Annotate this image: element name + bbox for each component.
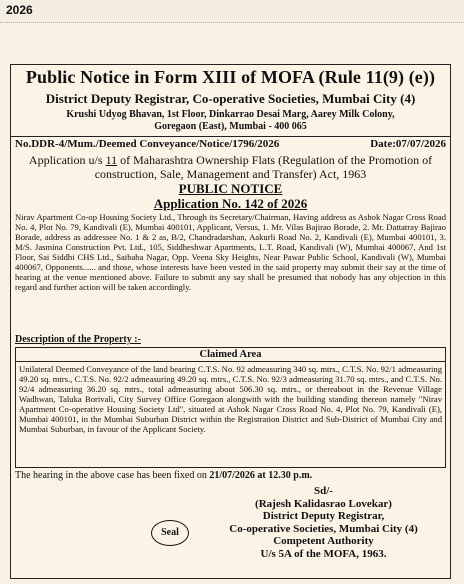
top-strip — [0, 0, 464, 23]
reference-number: No.DDR-4/Mum./Deemed Conveyance/Notice/1796/2026 — [15, 138, 280, 150]
application-statement — [23, 153, 438, 181]
office-address — [11, 109, 450, 133]
notice-date: Date:07/07/2026 — [370, 138, 446, 150]
description-heading: Description of the Property :- — [15, 334, 141, 345]
hearing-prefix: The hearing in the above case has been fixed on — [15, 470, 210, 481]
signatory-title-3: Competent Authority — [273, 535, 374, 547]
signature-sd: Sd/- — [314, 485, 333, 497]
public-notice-heading: PUBLIC NOTICE — [178, 181, 283, 196]
signatory-name: (Rajesh Kalidasrao Lovekar) — [255, 497, 392, 510]
application-suffix: of Maharashtra Ownership Flats (Regulation of the Promotion of construction, Sale, Management and Transfer) Act, 1963 — [94, 153, 433, 181]
address-line-2: Goregaon (East), Mumbai - 400 065 — [154, 121, 307, 132]
application-prefix: Application u/s — [28, 153, 106, 167]
signatory-title-2: Co-operative Societies, Mumbai City (4) — [229, 522, 418, 535]
office-name: District Deputy Registrar, Co-operative Societies, Mumbai City (4) — [45, 91, 416, 106]
application-section: 11 — [105, 153, 118, 167]
public-notice — [10, 64, 451, 579]
hearing-line — [15, 470, 446, 481]
signature-block — [201, 485, 446, 560]
address-line-1: Krushi Udyog Bhavan, 1st Floor, Dinkarrao Desai Marg, Aarey Milk Colony, — [66, 109, 395, 120]
page-year: 2026 — [6, 3, 33, 17]
notice-title: Public Notice in Form XIII of MOFA (Rule 11(9) (e)) — [25, 67, 436, 87]
application-number: Application No. 142 of 2026 — [153, 196, 308, 211]
claimed-area-heading: Claimed Area — [16, 348, 445, 362]
claimed-area-text: Unilateral Deemed Conveyance of the land bearing C.T.S. No. 92 admeasuring 340 sq. mtrs., C.T.S. No. 92/1 admeasuring 49.20 sq. mtrs., C.T.S. No. 92/2 admeasuring 49.20 sq. mtrs., C.T.S. No. 92/3 admeasuring 31.70 sq. mtrs., and C.T.S. No. 92/4 admeasuring 36.20 sq. mtrs., total admeasuring about 506.30 sq. mtrs., or thereabout in the Revenue Village Wadhwan, Taluka Borivali, City Survey Office Goregaon alongwith with the building standing thereon namely "Nirav Apartment Co-operative Housing Society Ltd", situated at Ashok Nagar Cross Road No. 4, Plot No. 79, Kandivali (E), Mumbai 400101, in the Mumbai Suburban District within the Registration District and Sub-District of Mumbai City and Mumbai Suburban, in favour of the Applicant Society. — [19, 364, 442, 434]
claimed-area-box — [15, 347, 446, 468]
signatory-title-1: District Deputy Registrar, — [262, 510, 385, 522]
notice-body: Nirav Apartment Co-op Housing Society Ltd., Through its Secretary/Chairman, Having address as Ashok Nagar Cross Road No. 4, Plot No. 79, Kandivali (E), Mumbai 400101, Applicant, Versus, 1. Mr. Vilas Bajirao Borade, 2. Mr. Dattatray Bajirao Borade, address as addressee No. 1 & 2 as, B/2, Chandradarshan, Aakurli Road No. 2, Kandivali (E), Mumbai 400101, 3. M/S. Jasmina Construction Pvt. Ltd., 105, Siddheshwar Apartments, L.T. Road, Kandivali (W), Mumbai 400067, And 1st Floor, Sai Siddhi CHS Ltd., Saibaba Nagar, Opp. Veena Sky Heights, Near Pawar Public School, Kandivali (W), Mumbai 400067, Opponents...... and those, whose interests have been vested in the said property may submit their say at the time of hearing at the venue mentioned above. Failure to submit any say shall be presumed that nobody has any objection in this regard and further action will be taken accordingly. — [15, 212, 446, 292]
hearing-date: 21/07/2026 at 12.30 p.m. — [209, 470, 313, 481]
reference-line — [15, 138, 446, 150]
signatory-title-4: U/s 5A of the MOFA, 1963. — [260, 547, 387, 560]
divider — [11, 136, 450, 137]
seal-stamp: Seal — [151, 520, 189, 546]
